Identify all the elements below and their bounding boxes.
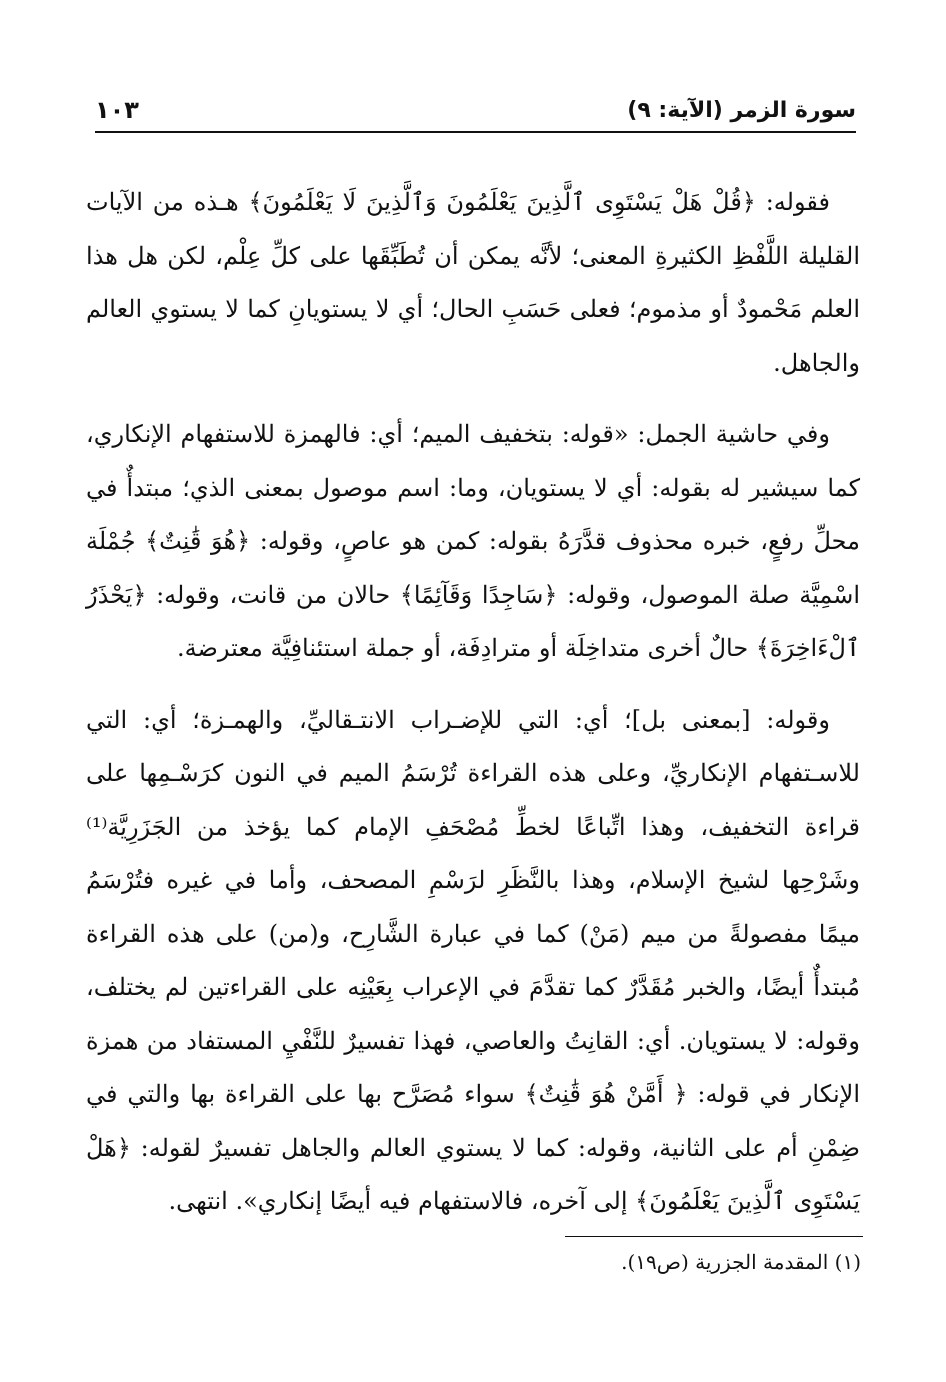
paragraph-1: فقوله: ﴿قُلْ هَلْ يَسْتَوِى ٱلَّذِينَ يَعْلَمُونَ وَٱلَّذِينَ لَا يَعْلَمُونَ﴾ هـذه من الآيات القليلة اللَّفْظِ الكثيرةِ المعنى؛ لأنَّه يمكن أن تُطَبِّقَها على كلِّ عِلْم، لكن هل هذا العلم مَحْمودٌ أو مذموم؛ فعلى حَسَبِ الحال؛ أي لا يستويانِ كما لا يستوي العالم والجاهل. — [86, 188, 860, 377]
main-text — [86, 176, 860, 1247]
footnote: (١) المقدمة الجزرية (ص١٩). — [621, 1250, 861, 1274]
paragraph-2: وفي حاشية الجمل: «قوله: بتخفيف الميم؛ أي: فالهمزة للاستفهام الإنكاري، كما سيشير له بقوله: أي لا يستويان، وما: اسم موصول بمعنى الذي؛ مبتدأٌ في محلِّ رفعٍ، خبره محذوف قدَّرَهُ بقوله: كمن هو عاصٍ، وقوله: ﴿هُوَ قَٰنِتٌ﴾ جُمْلَة اسْمِيَّة صلة الموصول، وقوله: ﴿سَاجِدًا وَقَآئِمًا﴾ حالان من قانت، وقوله: ﴿يَحْذَرُ ٱلْءَاخِرَةَ﴾ حالٌ أخرى متداخِلَة أو مترادِفَة، أو جملة استئنافِيَّة معترضة. — [86, 420, 860, 662]
footnote-divider — [565, 1236, 863, 1237]
header-divider — [95, 131, 856, 133]
paragraph-3: وقوله: [بمعنى بل]؛ أي: التي للإضـراب الانتـقاليِّ، والهمـزة؛ أي: التي للاسـتفهام الإنكاريِّ، وعلى هذه القراءة تُرْسَمُ الميم في النون كرَسْـمِها على قراءة التخفيف، وهذا اتِّباعًا لخطِّ مُصْحَفِ الإمام كما يؤخذ من الجَزَرِيَّة⁽¹⁾ وشَرْحِها لشيخ الإسلام، وهذا بالنَّظَرِ لرَسْمِ المصحف، وأما في غيره فتُرْسَمُ ميمًا مفصولةً من ميم (مَنْ) كما في عبارة الشَّارِح، و(من) على هذه القراءة مُبتدأٌ أيضًا، والخبر مُقَدَّرٌ كما تقدَّمَ في الإعراب بِعَيْنِه على القراءتين لم يختلف، وقوله: لا يستويان. أي: القانِتُ والعاصي، فهذا تفسيرٌ للنَّفْيِ المستفاد من همزة الإنكار في قوله: ﴿ أَمَّنْ هُوَ قَٰنِتٌ﴾ سواء مُصَرَّح بها على القراءة بها والتي في ضِمْنِ أم على الثانية، وقوله: كما لا يستوي العالم والجاهل تفسيرٌ لقوله: ﴿هَلْ يَسْتَوِى ٱلَّذِينَ يَعْلَمُونَ﴾ إلى آخره، فالاستفهام فيه أيضًا إنكاري». انتهى. — [86, 705, 860, 1215]
page-header — [95, 92, 856, 132]
page-number: ١٠٣ — [95, 96, 139, 124]
surah-title: سورة الزمر (الآية: ٩) — [627, 98, 856, 123]
